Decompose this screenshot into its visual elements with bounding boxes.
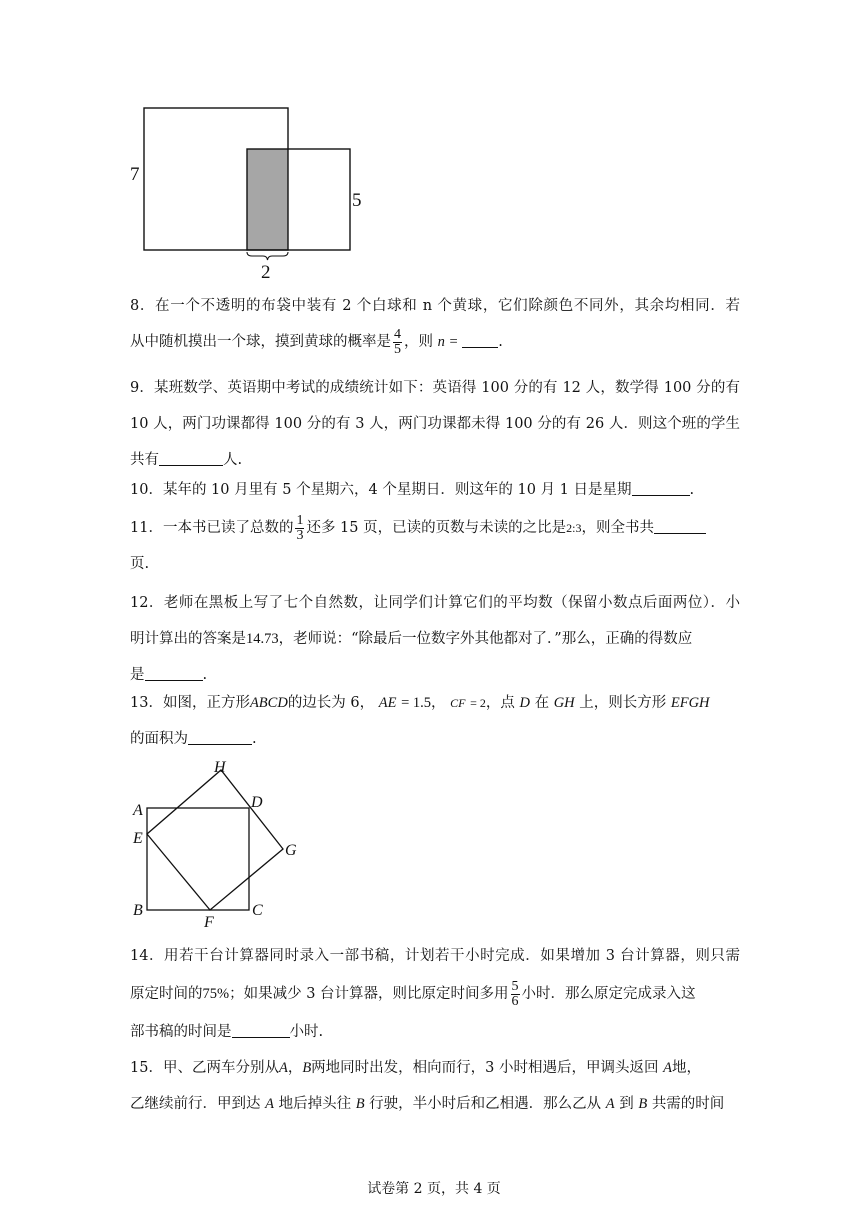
q14-line-1: 14．用若干台计算器同时录入一部书稿，计划若干小时完成．如果增加 3 台计算器，则只需 [130, 948, 740, 964]
q13-line-1 [130, 685, 740, 721]
q12-answer-blank[interactable] [145, 666, 203, 681]
q13-text-f: 上，则长方形 [579, 695, 667, 711]
q8-text-a: 从中随机摸出一个球，摸到黄球的概率是 [130, 334, 391, 350]
q14-line-3 [130, 1014, 740, 1050]
figure-square-rectangle [125, 755, 315, 930]
q13-text-c: ，点 [485, 695, 515, 711]
q13-cf: CF [450, 696, 466, 710]
q11-text-c: ，则全书共 [581, 520, 654, 536]
q15-point-a-3: A [265, 1096, 274, 1112]
q9-answer-blank[interactable] [159, 451, 223, 466]
label-five: 5 [352, 190, 362, 211]
question-12 [130, 585, 740, 693]
shaded-overlap-region [247, 149, 288, 250]
q12-line-2 [130, 621, 740, 657]
q9-text-b: 人. [223, 452, 243, 468]
q15-point-a-4: A [605, 1096, 615, 1112]
q15-point-b-1: B [302, 1060, 312, 1076]
q14-text-e: 小时. [289, 1024, 324, 1040]
q15-point-a-2: A [663, 1060, 672, 1076]
q12-value: 14.73 [246, 631, 279, 647]
q13-sep: ， [431, 695, 446, 711]
q13-gh: GH [553, 695, 575, 711]
q15-text-b: ， [287, 1060, 303, 1076]
width-brace [247, 252, 288, 260]
question-8 [130, 288, 740, 360]
question-14 [130, 938, 740, 1050]
q12-text-a: 明计算出的答案是 [130, 631, 246, 647]
q13-text-g: 的面积为 [130, 731, 188, 747]
q11-text-b: 还多 15 页，已读的页数与未读的之比是 [306, 520, 567, 536]
q8-answer-blank[interactable] [462, 333, 498, 348]
q8-frac-num: 4 [394, 326, 401, 342]
q15-text-g: 行驶，半小时后和乙相遇．那么乙从 [369, 1096, 602, 1112]
q11-fraction [295, 514, 304, 543]
label-f: F [204, 914, 214, 931]
q10-text: 10．某年的 10 月里有 5 个星期六，4 个星期日．则这年的 10 月 1 日是星期 [130, 482, 632, 498]
label-h: H [214, 759, 226, 776]
label-a: A [133, 802, 143, 819]
figure-overlapping-rectangles [125, 100, 375, 285]
label-two: 2 [261, 262, 271, 283]
question-13 [130, 685, 740, 757]
question-15 [130, 1050, 740, 1122]
label-c: C [252, 902, 263, 919]
q15-text-a: 15．甲、乙两车分别从 [130, 1060, 279, 1076]
q15-point-b-2: B [355, 1096, 365, 1112]
q13-abcd: ABCD [249, 695, 288, 711]
q12-text-c: 是 [130, 667, 145, 683]
q11-frac-num: 1 [296, 512, 304, 528]
q14-percent: 75% [202, 986, 230, 1002]
q14-text-b: ；如果减少 3 台计算器，则比原定时间多用 [229, 986, 509, 1002]
q15-text-c: 两地同时出发，相向而行，3 小时相遇后，甲调头返回 [311, 1060, 659, 1076]
q15-line-2 [130, 1086, 740, 1122]
label-e: E [133, 830, 143, 847]
q15-text-f: 地后掉头往 [278, 1096, 352, 1112]
q13-text-a: 13．如图，正方形 [130, 695, 250, 711]
q8-eq: = [449, 334, 458, 350]
q13-efgh: EFGH [670, 695, 710, 711]
rectangles-diagram [125, 100, 375, 285]
q13-d: D [519, 695, 530, 711]
q15-point-a-1: A [278, 1060, 288, 1076]
question-11 [130, 510, 740, 582]
q8-fraction [393, 328, 402, 357]
q10-line-1 [130, 472, 740, 508]
q11-answer-blank[interactable] [654, 519, 706, 534]
q14-text-d: 部书稿的时间是 [130, 1024, 232, 1040]
q15-text-d: 地， [671, 1060, 701, 1076]
q13-ae-val: = 1.5 [401, 695, 432, 711]
q13-ae: AE [378, 695, 397, 711]
q15-point-b-3: B [638, 1096, 648, 1112]
q8-var-n: n [437, 334, 445, 350]
q15-text-e: 乙继续前行．甲到达 [130, 1096, 261, 1112]
square-rectangle-diagram [125, 755, 315, 930]
q10-end: . [689, 482, 695, 498]
q11-line-2: 页. [130, 556, 150, 572]
q14-frac-num: 5 [511, 978, 519, 994]
q13-text-e: 在 [534, 695, 550, 711]
label-g: G [285, 842, 297, 859]
label-seven: 7 [130, 164, 140, 185]
q9-line-1: 9．某班数学、英语期中考试的成绩统计如下：英语得 100 分的有 12 人，数学得 100 分的有 [130, 380, 740, 396]
q12-text-b: ，老师说：“除最后一位数字外其他都对了．”那么，正确的得数应 [278, 631, 693, 647]
q8-line-1: 8．在一个不透明的布袋中装有 2 个白球和 n 个黄球，它们除颜色不同外，其余均相同．若 [130, 298, 740, 314]
question-10 [130, 472, 740, 508]
q10-answer-blank[interactable] [632, 481, 690, 496]
q12-line-1: 12．老师在黑板上写了七个自然数，让同学们计算它们的平均数（保留小数点后面两位）．小 [130, 595, 740, 611]
q15-line-1 [130, 1050, 740, 1086]
q13-text-b: 的边长为 6， [287, 695, 375, 711]
q14-text-c: 小时．那么原定完成录入这 [521, 986, 696, 1002]
q8-frac-den: 5 [394, 341, 401, 357]
q14-line-2 [130, 974, 740, 1014]
question-9 [130, 370, 740, 478]
q13-cf-val: = 2 [470, 696, 486, 710]
rectangle-efgh [147, 770, 283, 910]
label-d: D [251, 794, 263, 811]
q13-end: . [252, 731, 257, 747]
q14-fraction [511, 980, 520, 1009]
q9-text-a: 共有 [130, 452, 159, 468]
page-footer: 试卷第 2 页，共 4 页 [367, 1181, 501, 1197]
q11-ratio: 2:3 [566, 521, 582, 535]
q12-end: . [202, 667, 208, 683]
q8-text-b: ，则 [404, 334, 433, 350]
q13-answer-blank[interactable] [188, 730, 252, 745]
q15-text-i: 共需的时间 [651, 1096, 725, 1112]
q14-text-a: 原定时间的 [130, 986, 203, 1002]
q15-text-h: 到 [619, 1096, 634, 1112]
q14-frac-den: 6 [511, 993, 519, 1009]
q11-line-1 [130, 510, 740, 546]
q14-answer-blank[interactable] [232, 1023, 290, 1038]
label-b: B [133, 902, 143, 919]
q9-line-2: 10 人，两门功课都得 100 分的有 3 人，两门功课都未得 100 分的有 26 人．则这个班的学生 [130, 416, 740, 432]
q11-frac-den: 3 [296, 527, 304, 543]
q11-text-a: 11．一本书已读了总数的 [130, 520, 294, 536]
q8-line-2 [130, 324, 740, 360]
q8-end: . [498, 334, 503, 350]
q13-line-2 [130, 721, 740, 757]
